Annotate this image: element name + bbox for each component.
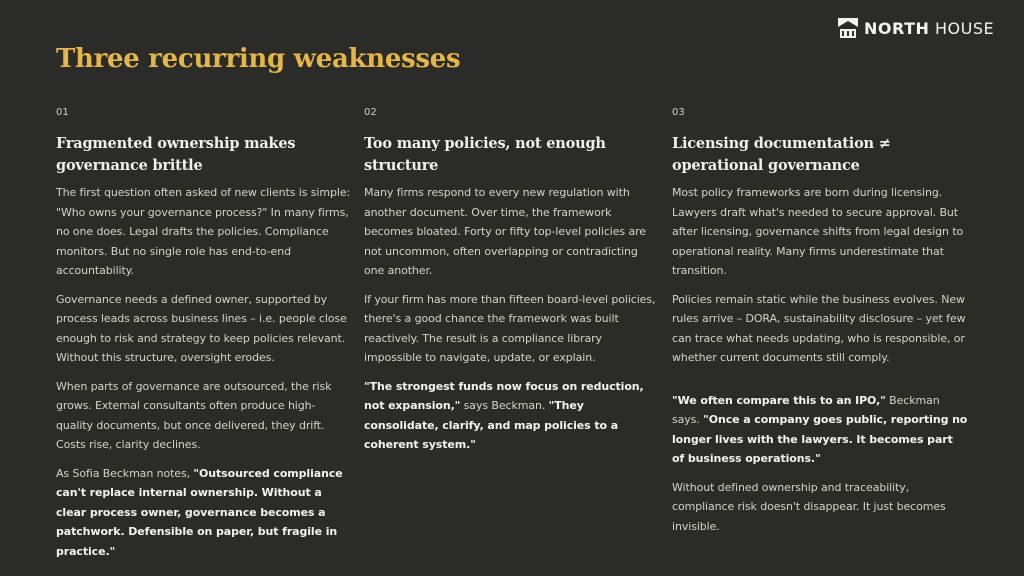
paragraph-text: says Beckman. [460,399,549,412]
quote-text: "Outsourced compliance can't replace internal ownership. Without a clear process owner, governance becomes a patchwork. Defensible on paper, but fragile in practice." [56,466,343,558]
column-heading: Fragmented ownership makes governance brittle [56,135,296,174]
column-number: 02 [364,107,377,118]
body-paragraph [56,183,352,281]
building-icon [838,18,858,38]
body-paragraph [56,464,352,562]
brand-name [864,19,994,38]
paragraph-text: Many firms respond to every new regulation with another document. Over time, the framework becomes bloated. Forty or fifty top-level policies are not uncommon, often overlapping or contradicting one another. [364,186,646,277]
body-paragraph [672,478,968,537]
paragraph-text: As Sofia Beckman notes, [56,466,194,480]
page-title: Three recurring weaknesses [56,44,461,74]
column-body [672,183,968,536]
column-number: 01 [56,107,69,118]
brand-name-light: HOUSE [929,18,995,38]
quote-text: "The strongest funds now focus on reduction, not expansion," [364,379,644,412]
quote-text: "We often compare this to an IPO," [672,393,886,407]
body-paragraph [364,377,660,455]
body-paragraph [364,183,660,281]
paragraph-text: Without defined ownership and traceability, compliance risk doesn't disappear. It just becomes invisible. [672,480,946,533]
paragraph-text: If your firm has more than fifteen board-level policies, there's a good chance the framework was built reactively. The result is a compliance library impossible to navigate, update, or explain. [364,292,656,364]
body-paragraph [364,290,660,368]
body-paragraph [672,183,968,281]
paragraph-text: Beckman says. [672,393,940,426]
paragraph-spacer [672,377,968,391]
brand-name-bold: NORTH [864,18,930,38]
paragraph-text: Policies remain static while the business evolves. New rules arrive – DORA, sustainability disclosure – yet few can trace what needs updating, who is responsible, or whether current documents still comply. [672,292,966,364]
body-paragraph [672,290,968,368]
column-heading: Too many policies, not enough structure [364,135,606,174]
column-3 [672,107,968,545]
quote-text: "They consolidate, clarify, and map policies to a coherent system." [364,399,619,451]
column-heading: Licensing documentation ≠ operational governance [672,135,891,174]
body-paragraph [672,391,968,469]
body-paragraph [56,290,352,368]
body-paragraph [56,377,352,455]
column-1 [56,107,352,570]
column-2 [364,107,660,464]
column-body [364,183,660,455]
column-body [56,183,352,561]
paragraph-text: When parts of governance are outsourced, the risk grows. External consultants often produce high-quality documents, but once delivered, they drift. Costs rise, clarity declines. [56,379,332,451]
paragraph-text: Governance needs a defined owner, supported by process leads across business lines – i.e. people close enough to risk and strategy to keep policies relevant. Without this structure, oversight erodes. [56,292,347,364]
brand-logo [838,18,994,38]
paragraph-text: The first question often asked of new clients is simple: "Who owns your governance process?" In many firms, no one does. Legal drafts the policies. Compliance monitors. But no single role has end-to-end accountability. [56,186,351,277]
paragraph-text: Most policy frameworks are born during licensing. Lawyers draft what's needed to secure approval. But after licensing, governance shifts from legal design to operational reality. Many firms underestimate that transition. [672,186,964,277]
column-number: 03 [672,107,685,118]
quote-text: "Once a company goes public, reporting no longer lives with the lawyers. It becomes part of business operations." [672,413,968,465]
